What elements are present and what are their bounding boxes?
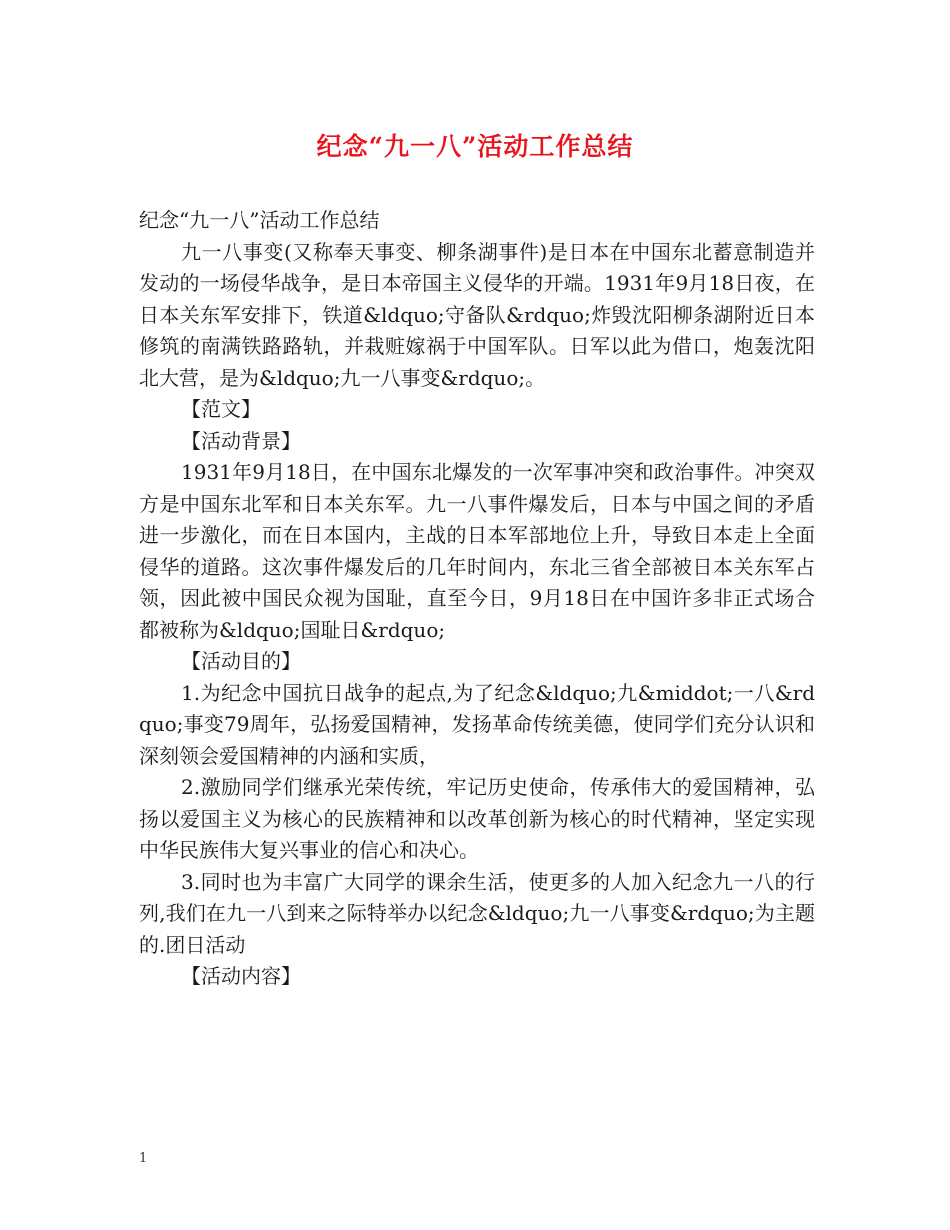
document-body [139, 205, 815, 993]
document-title: 纪念“九一八”活动工作总结 [316, 132, 634, 161]
section-heading-sample: 【范文】 [181, 397, 261, 421]
paragraph-intro: 九一八事变(又称奉天事变、柳条湖事件)是日本在中国东北蓄意制造并发动的一场侵华战争，是日本帝国主义侵华的开端。1931年9月18日夜，在日本关东军安排下，铁道&ldquo;守备队&rdquo;炸毁沈阳柳条湖附近日本修筑的南满铁路路轨，并栽赃嫁祸于中国军队。日军以此为借口，炮轰沈阳北大营，是为&ldquo;九一八事变&rdquo;。 [139, 239, 815, 390]
purpose-item-1: 1.为纪念中国抗日战争的起点,为了纪念&ldquo;九&middot;一八&rdquo;事变79周年，弘扬爱国精神，发扬革命传统美德，使同学们充分认识和深刻领会爱国精神的内涵和实质， [139, 680, 815, 768]
paragraph-subtitle: 纪念“九一八”活动工作总结 [139, 208, 380, 232]
section-heading-purpose: 【活动目的】 [181, 649, 301, 673]
page-number: 1 [139, 1151, 148, 1166]
section-heading-background: 【活动背景】 [181, 428, 301, 453]
section-heading-content: 【活动内容】 [181, 964, 301, 988]
paragraph-background: 1931年9月18日，在中国东北爆发的一次军事冲突和政治事件。冲突双方是中国东北军和日本关东军。九一八事件爆发后，日本与中国之间的矛盾进一步激化，而在日本国内，主战的日本军部地位上升，导致日本走上全面侵华的道路。这次事件爆发后的几年时间内，东北三省全部被日本关东军占领，因此被中国民众视为国耻，直至今日，9月18日在中国许多非正式场合都被称为&ldquo;国耻日&rdquo; [139, 460, 815, 642]
purpose-item-3: 3.同时也为丰富广大同学的课余生活，使更多的人加入纪念九一八的行列,我们在九一八到来之际特举办以纪念&ldquo;九一八事变&rdquo;为主题的.团日活动 [139, 869, 815, 957]
purpose-item-2: 2.激励同学们继承光荣传统，牢记历史使命，传承伟大的爱国精神，弘扬以爱国主义为核心的民族精神和以改革创新为核心的时代精神，坚定实现中华民族伟大复兴事业的信心和决心。 [139, 775, 815, 862]
